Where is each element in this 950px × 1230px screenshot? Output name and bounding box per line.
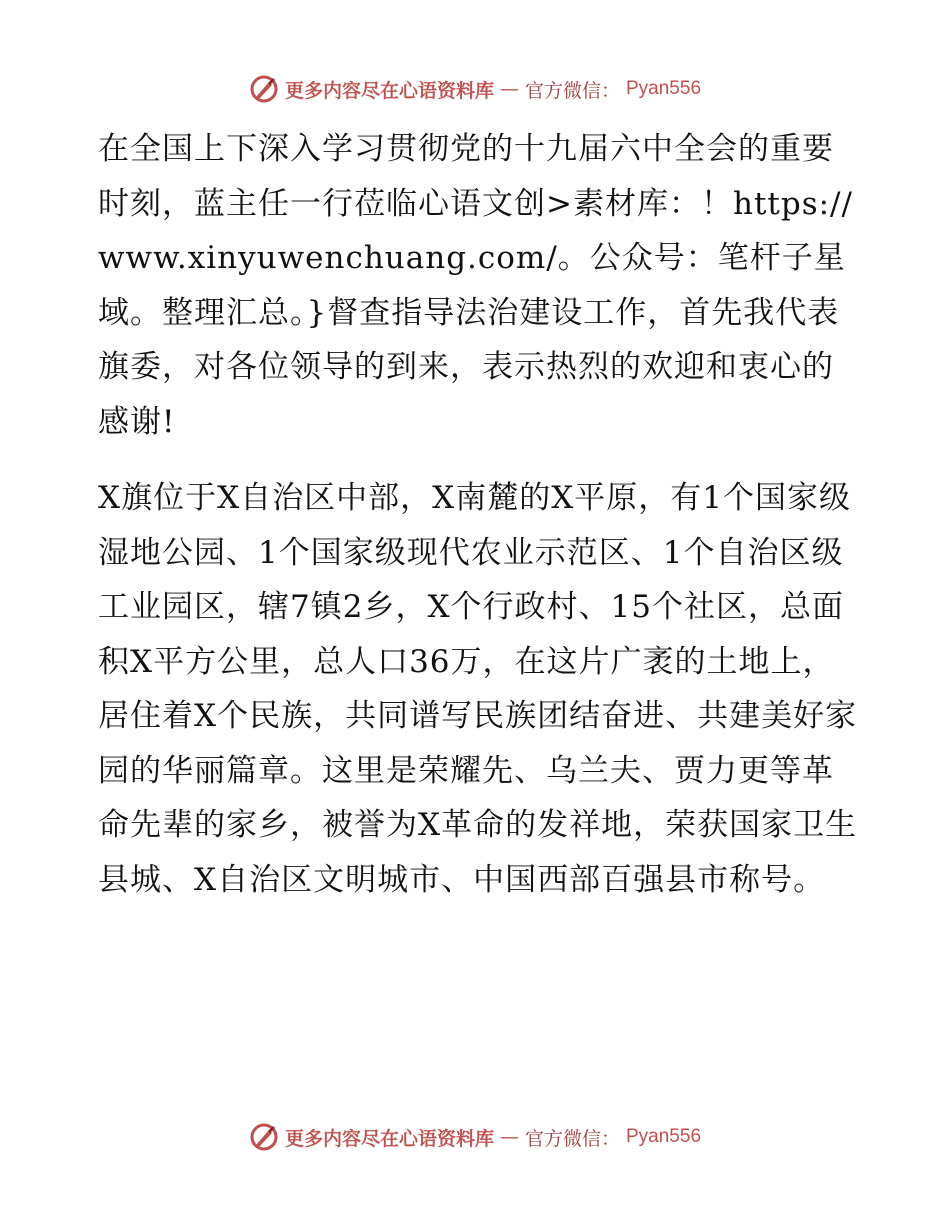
footer-banner (0, 1122, 950, 1152)
document-body (98, 122, 858, 907)
banner-wechat-id: Pyan556 (626, 78, 702, 99)
banner-wechat-label: 官方微信： (524, 79, 620, 102)
banner-wechat-label: 官方微信： (524, 1127, 620, 1150)
pen-logo-icon (249, 1122, 279, 1152)
paragraph-1: 在全国上下深入学习贯彻党的十九届六中全会的重要时刻，蓝主任一行莅临心语文创>素材库：！https://www.xinyuwenchuang.com/。公众号：笔杆子星域。整理汇总。}督查指导法治建设工作，首先我代表旗委，对各位领导的到来，表示热烈的欢迎和衷心的感谢! (98, 131, 853, 440)
banner-dash: — (499, 78, 519, 100)
banner-wechat-id: Pyan556 (626, 1126, 702, 1147)
header-banner (0, 74, 950, 104)
banner-slogan: 更多内容尽在心语资料库 (284, 1127, 494, 1150)
pen-logo-icon (249, 74, 279, 104)
banner-slogan: 更多内容尽在心语资料库 (284, 79, 494, 102)
paragraph-2: X旗位于X自治区中部，X南麓的X平原，有1个国家级湿地公园、1个国家级现代农业示范区、1个自治区级工业园区，辖7镇2乡，X个行政村、15个社区，总面积X平方公里，总人口36万，在这片广袤的土地上，居住着X个民族，共同谱写民族团结奋进、共建美好家园的华丽篇章。这里是荣耀先、乌兰夫、贾力更等革命先辈的家乡，被誉为X革命的发祥地，荣获国家卫生县城、X自治区文明城市、中国西部百强县市称号。 (98, 480, 858, 898)
banner-dash: — (499, 1126, 519, 1148)
